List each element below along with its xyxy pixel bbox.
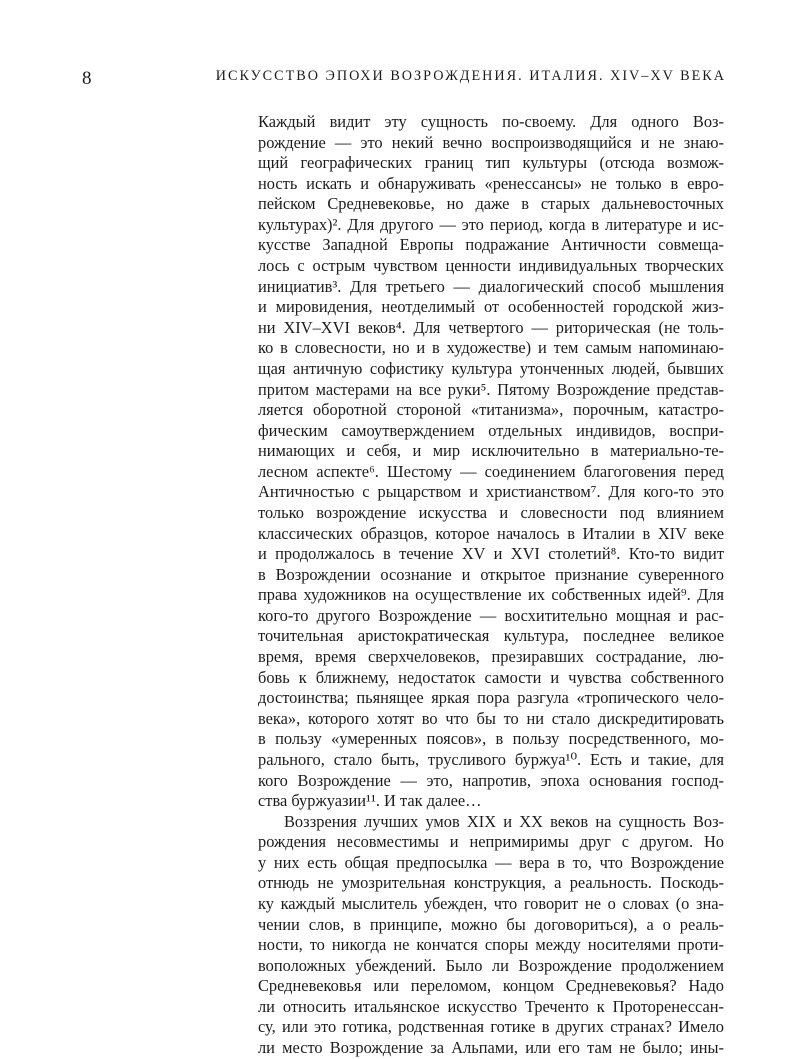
- text-line: рального, стало быть, трусливого буржуа¹⁰. Есть и такие, для: [258, 749, 724, 769]
- text-line: ность искать и обнаруживать «ренессансы» не только в евро-: [258, 173, 724, 193]
- text-line: чении слов, в принципе, можно бы договориться), а о реаль-: [258, 914, 724, 934]
- text-line: культурах)². Для другого — это период, когда в литературе и ис-: [258, 214, 724, 234]
- text-line: кого-то другого Возрождение — восхитительно мощная и рас-: [258, 605, 724, 625]
- text-line: Каждый видит эту сущность по-своему. Для одного Воз-: [258, 112, 724, 131]
- text-line: ства буржуазии¹¹. И так далее…: [258, 791, 482, 811]
- text-line: лось с острым чувством ценности индивидуальных творческих: [258, 256, 724, 276]
- running-head: ИСКУССТВО ЭПОХИ ВОЗРОЖДЕНИЯ. ИТАЛИЯ. XIV–XV ВЕКА: [215, 68, 726, 84]
- text-line: ни XIV–XVI веков⁴. Для четвертого — риторическая (не толь-: [258, 317, 724, 337]
- text-line: время, время сверхчеловеков, презиравших сострадание, лю-: [258, 647, 724, 667]
- text-line: щий географических границ тип культуры (отсюда возмож-: [258, 153, 724, 173]
- page-number: 8: [82, 68, 92, 89]
- text-line: ко в словесности, но и в художестве) и тем самым напоминаю-: [258, 338, 724, 358]
- text-line: притом мастерами на все руки⁵. Пятому Возрождение представ-: [258, 379, 724, 399]
- text-line: щая античную софистику культура утонченных людей, бывших: [258, 358, 724, 378]
- text-line: Средневековья или переломом, концом Средневековья? Надо: [258, 976, 724, 996]
- text-line: века», которого хотят во что бы то ни стало дискредитировать: [258, 708, 724, 728]
- paragraph-1: [258, 112, 724, 812]
- text-line: Воззрения лучших умов XIX и XX веков на сущность Воз-: [284, 811, 724, 831]
- text-line: кусстве Западной Европы подражание Античности совмеща-: [258, 235, 724, 255]
- text-line: рождения несовместимы и непримиримы друг с другом. Но: [258, 832, 724, 852]
- text-line: достоинства; пьянящее яркая пора разгула «тропического чело-: [258, 688, 724, 708]
- text-line: лесном аспекте⁶. Шестому — соединением благоговения перед: [258, 461, 724, 481]
- text-line: отнюдь не умозрительная конструкция, а реальность. Поскодь-: [258, 873, 724, 893]
- text-line: классических образцов, которое началось в Италии в XIV веке: [258, 523, 724, 543]
- text-line: нимающих и себя, и мир исключительно в материально-те-: [258, 441, 724, 461]
- text-line: ли место Возрождение за Альпами, или его там не было; ины-: [258, 1038, 724, 1058]
- text-line: ляется оборотной стороной «титанизма», порочным, катастро-: [258, 400, 724, 420]
- text-line: ли относить итальянское искусство Треченто к Проторенессан-: [258, 996, 724, 1016]
- text-line: ку каждый мыслитель убежден, что говорит не о словах (о зна-: [258, 893, 724, 913]
- body-text: [258, 112, 724, 1059]
- text-line: только возрождение искусства и словесности под влиянием: [258, 502, 724, 522]
- text-line: в Возрождении осознание и открытое признание суверенного: [258, 564, 724, 584]
- text-line: инициатив³. Для третьего — диалогический способ мышления: [258, 276, 724, 296]
- text-line: и мировидения, неотделимый от особенностей городской жиз-: [258, 297, 724, 317]
- paragraph-2: [258, 812, 724, 1059]
- text-line: точительная аристократическая культура, последнее великое: [258, 626, 724, 646]
- text-line: у них есть общая предпосылка — вера в то, что Возрождение: [258, 852, 724, 872]
- text-line: бовь к ближнему, недостаток самости и чувства собственного: [258, 667, 724, 687]
- text-line: права художников на осуществление их собственных идей⁹. Для: [258, 585, 724, 605]
- text-line: ности, то никогда не кончатся споры между носителями проти-: [258, 935, 724, 955]
- text-line: пейском Средневековье, но даже в старых дальневосточных: [258, 194, 724, 214]
- text-line: Античностью с рыцарством и христианством⁷. Для кого-то это: [258, 482, 724, 502]
- text-line: в пользу «умеренных поясов», в пользу посредственного, мо-: [258, 729, 724, 749]
- text-line: фическим самоутверждением отдельных индивидов, воспри-: [258, 420, 724, 440]
- text-line: кого Возрождение — это, напротив, эпоха основания господ-: [258, 770, 724, 790]
- text-line: су, или это готика, родственная готике в других странах? Имело: [258, 1017, 724, 1037]
- text-line: рождение — это некий вечно воспроизводящийся и не знаю-: [258, 132, 724, 152]
- text-line: и продолжалось в течение XV и XVI столетий⁸. Кто-то видит: [258, 544, 724, 564]
- text-line: воположных убеждений. Было ли Возрождение продолжением: [258, 955, 724, 975]
